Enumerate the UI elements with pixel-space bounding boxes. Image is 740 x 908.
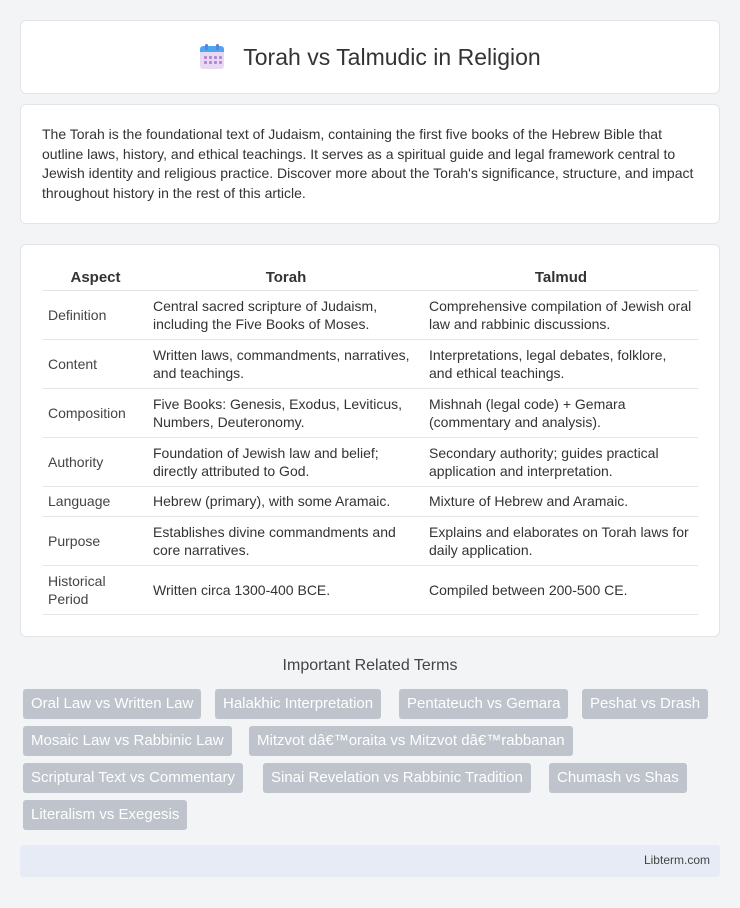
torah-cell: Central sacred scripture of Judaism, including the Five Books of Moses.: [148, 290, 424, 339]
talmud-cell: Mishnah (legal code) + Gemara (commentary and analysis).: [424, 388, 698, 437]
aspect-cell: Purpose: [43, 516, 148, 565]
intro-paragraph: The Torah is the foundational text of Judaism, containing the first five books of the Hebrew Bible that outline laws, history, and ethical teachings. It serves as a spiritual guide and legal framework central to Jewish identity and religious practice. Discover more about the Torah's significance, structure, and impact throughout history in the rest of this article.: [20, 104, 720, 224]
related-term-tag[interactable]: Scriptural Text vs Commentary: [23, 763, 243, 793]
calendar-icon: [199, 44, 225, 70]
torah-cell: Hebrew (primary), with some Aramaic.: [148, 486, 424, 516]
torah-cell: Establishes divine commandments and core narratives.: [148, 516, 424, 565]
talmud-cell: Interpretations, legal debates, folklore, and ethical teachings.: [424, 339, 698, 388]
talmud-cell: Compiled between 200-500 CE.: [424, 565, 698, 614]
related-term-tag[interactable]: Mosaic Law vs Rabbinic Law: [23, 726, 232, 756]
related-term-tag[interactable]: Oral Law vs Written Law: [23, 689, 201, 719]
talmud-cell: Mixture of Hebrew and Aramaic.: [424, 486, 698, 516]
related-term-tag[interactable]: Peshat vs Drash: [582, 689, 708, 719]
page-title: Torah vs Talmudic in Religion: [243, 43, 541, 70]
header-aspect: Aspect: [43, 265, 148, 290]
comparison-table-card: [20, 244, 720, 637]
table-row: [43, 339, 698, 388]
aspect-cell: Historical Period: [43, 565, 148, 614]
table-row: [43, 290, 698, 339]
related-term-tag[interactable]: Chumash vs Shas: [549, 763, 687, 793]
table-row: [43, 486, 698, 516]
table-row: [43, 388, 698, 437]
torah-cell: Written circa 1300-400 BCE.: [148, 565, 424, 614]
related-term-tag[interactable]: Sinai Revelation vs Rabbinic Tradition: [263, 763, 531, 793]
related-term-tag[interactable]: Halakhic Interpretation: [215, 689, 381, 719]
torah-cell: Five Books: Genesis, Exodus, Leviticus, Numbers, Deuteronomy.: [148, 388, 424, 437]
footer: [20, 845, 720, 877]
talmud-cell: Comprehensive compilation of Jewish oral law and rabbinic discussions.: [424, 290, 698, 339]
related-term-tag[interactable]: Pentateuch vs Gemara: [399, 689, 568, 719]
header-torah: Torah: [148, 265, 424, 290]
comparison-table: [43, 265, 698, 615]
talmud-cell: Secondary authority; guides practical application and interpretation.: [424, 437, 698, 486]
aspect-cell: Definition: [43, 290, 148, 339]
table-row: [43, 437, 698, 486]
table-row: [43, 565, 698, 614]
footer-site-link[interactable]: Libterm.com: [643, 853, 710, 867]
torah-cell: Written laws, commandments, narratives, and teachings.: [148, 339, 424, 388]
talmud-cell: Explains and elaborates on Torah laws for daily application.: [424, 516, 698, 565]
related-term-tag[interactable]: Mitzvot dâ€™oraita vs Mitzvot dâ€™rabbanan: [249, 726, 573, 756]
aspect-cell: Content: [43, 339, 148, 388]
header-talmud: Talmud: [424, 265, 698, 290]
related-term-tag[interactable]: Literalism vs Exegesis: [23, 800, 187, 830]
table-row: [43, 516, 698, 565]
aspect-cell: Language: [43, 486, 148, 516]
aspect-cell: Authority: [43, 437, 148, 486]
related-terms-title: Important Related Terms: [282, 657, 458, 674]
header-card: [20, 20, 720, 94]
aspect-cell: Composition: [43, 388, 148, 437]
torah-cell: Foundation of Jewish law and belief; directly attributed to God.: [148, 437, 424, 486]
